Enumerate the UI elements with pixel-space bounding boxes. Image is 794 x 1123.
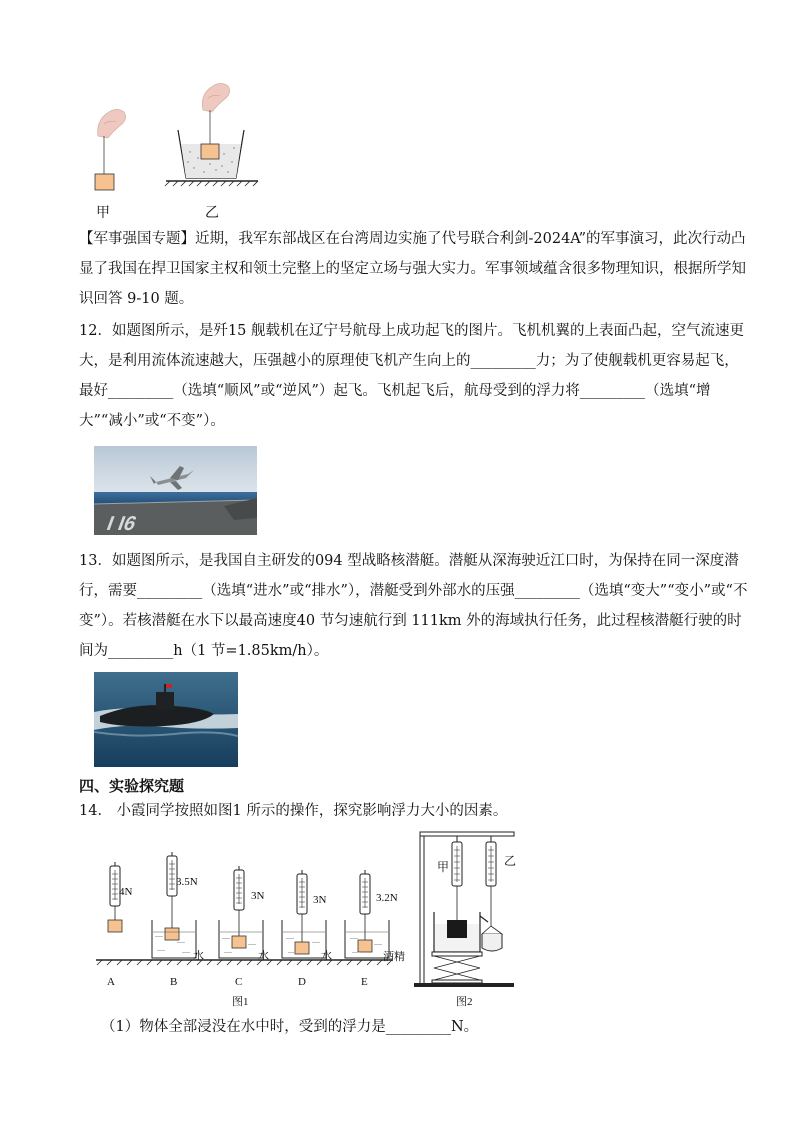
spring-scale-yi	[482, 836, 502, 951]
svg-text:I I6: I I6	[103, 512, 140, 535]
block-C	[232, 936, 246, 948]
liquid-label-D: 水	[321, 950, 332, 962]
spring-scale-E	[358, 870, 372, 952]
fig-label-jia: 甲	[96, 205, 110, 221]
fig2-label-yi: 乙	[504, 854, 517, 868]
letter-C: C	[235, 976, 243, 988]
liquid-label-B: 水	[193, 950, 204, 962]
question-13: 13．如题图所示，是我国自主研发的094 型战略核潜艇。潜艇从深海驶近江口时，为保持在同一深度潜行，需要_________（选填“进水”或“排水”），潜艇受到外部水的压强_________（选填“变大”“变小”或“不变”）。若核潜艇在水下以最高速度40 节匀速航行到 111km 外的海域执行任务，此过程核潜艇行驶的时间为_________h（1 节=1.85km/h）。	[79, 553, 748, 659]
hand-icon	[98, 109, 126, 138]
photo-carrier-jet-takeoff	[94, 446, 257, 535]
spring-scale-D	[295, 870, 309, 954]
fig1-caption: 图1	[232, 996, 249, 1008]
block-jia	[95, 174, 114, 190]
question-12: 12．如题图所示，是歼15 舰载机在辽宁号航母上成功起飞的图片。飞机机翼的上表面凸起，空气流速更大，是利用流体流速越大，压强越小的原理使飞机产生向上的_________力；为了使舰载机更容易起飞，最好_________（选填“顺风”或“逆风”）起飞。飞机起飞后，航母受到的浮力将_________（选填“增大”“减小”或“不变”）。	[79, 323, 745, 429]
spring-scale-jia	[452, 836, 462, 920]
section-heading-experiment: 四、实验探究题	[79, 777, 185, 795]
fig2-label-jia: 甲	[437, 860, 450, 874]
submarine-sail	[156, 692, 174, 710]
fig2-apparatus	[410, 828, 518, 993]
fig1-spring-scale-experiment	[92, 852, 404, 1012]
reading-A: 4N	[119, 886, 133, 898]
photo-nuclear-submarine	[94, 672, 238, 767]
block-yi	[201, 144, 219, 159]
hand-icon	[202, 83, 229, 112]
block-fig2	[447, 920, 467, 938]
question-14-part-1: （1）物体全部浸没在水中时，受到的浮力是_________N。	[101, 1019, 479, 1035]
letter-B: B	[170, 976, 178, 988]
letter-A: A	[107, 976, 115, 988]
fig-label-yi: 乙	[205, 205, 219, 221]
reading-C: 3N	[251, 890, 265, 902]
block-A	[108, 920, 122, 932]
liquid-label-E: 酒精	[383, 951, 405, 963]
fig-buoyancy-hand-block	[90, 78, 270, 223]
block-E	[358, 940, 372, 952]
block-B	[165, 928, 179, 940]
spring-scale-B	[165, 852, 179, 940]
liquid-label-C: 水	[258, 950, 269, 962]
reading-D: 3N	[313, 894, 327, 906]
military-topic-intro: 【军事强国专题】近期，我军东部战区在台湾周边实施了代号联合利剑-2024A”的军事演习，此次行动凸显了我国在捍卫国家主权和领土完整上的坚定立场与强大实力。军事领域蕴含很多物理知识，根据所学知识回答 9-10 题。	[79, 231, 746, 307]
spring-scale-C	[232, 866, 246, 948]
letter-E: E	[361, 976, 368, 988]
block-D	[295, 942, 309, 954]
question-14: 14． 小霞同学按照如图1 所示的操作，探究影响浮力大小的因素。	[79, 803, 508, 819]
fig2-caption: 图2	[456, 996, 473, 1008]
reading-B: 3.5N	[176, 876, 198, 888]
reading-E: 3.2N	[376, 892, 398, 904]
letter-D: D	[298, 976, 306, 988]
